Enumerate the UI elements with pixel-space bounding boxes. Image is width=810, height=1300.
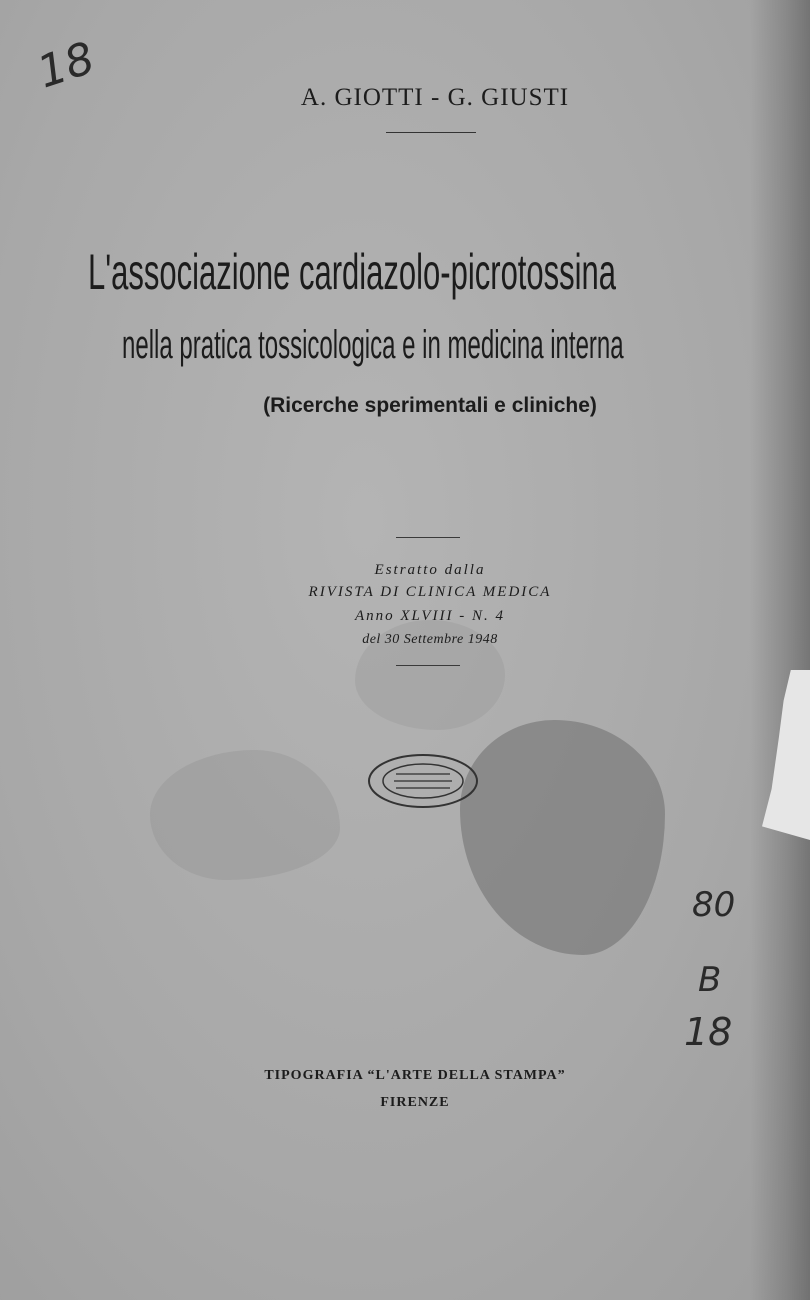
- divider: [396, 537, 460, 538]
- divider: [386, 132, 476, 133]
- document-subtitle: nella pratica tossicologica e in medicina interna: [122, 323, 624, 367]
- divider: [396, 665, 460, 666]
- water-stain: [150, 750, 340, 880]
- journal-date: del 30 Settembre 1948: [362, 632, 498, 647]
- handwritten-number: 80: [692, 885, 736, 925]
- authors: A. GIOTTI - G. GIUSTI: [300, 84, 570, 111]
- library-stamp: [366, 752, 480, 810]
- printer-city: FIRENZE: [380, 1095, 450, 1110]
- journal-name: RIVISTA DI CLINICA MEDICA: [308, 584, 552, 600]
- research-note: (Ricerche sperimentali e cliniche): [263, 394, 597, 417]
- water-stain: [460, 720, 665, 955]
- handwritten-letter: B: [698, 960, 722, 1000]
- handwritten-number: 18: [31, 32, 101, 99]
- extract-line: Estratto dalla: [374, 562, 486, 578]
- printer-name: TIPOGRAFIA “L'ARTE DELLA STAMPA”: [264, 1068, 566, 1083]
- journal-issue: Anno XLVIII - N. 4: [354, 608, 505, 624]
- title-text: L'associazione cardiazolo-picrotossina: [88, 244, 617, 300]
- handwritten-number: 18: [684, 1010, 733, 1054]
- document-title: [88, 242, 617, 302]
